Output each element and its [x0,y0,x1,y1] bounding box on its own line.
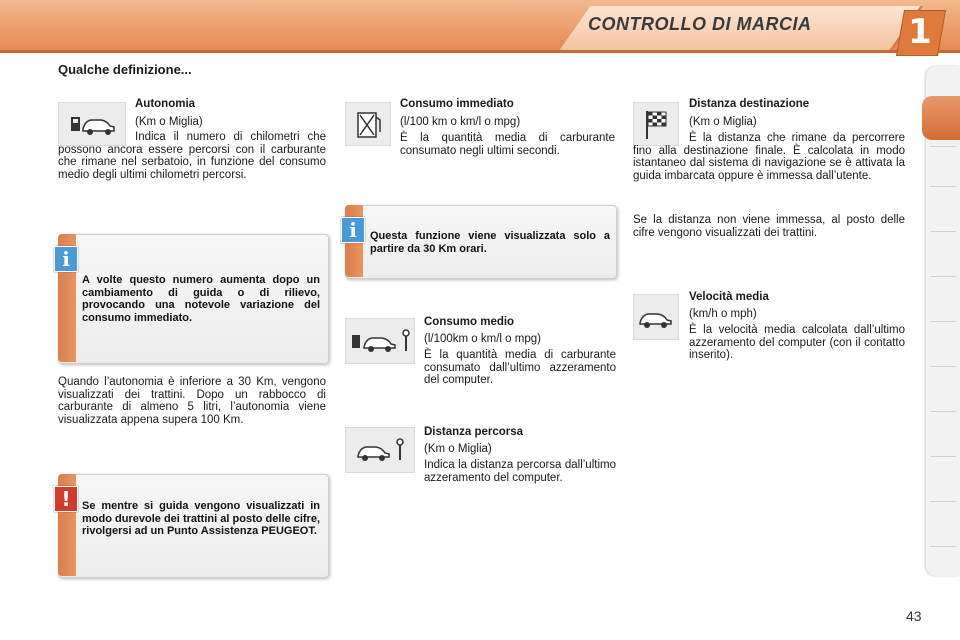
consumo-medio-unit: (l/100km o km/l o mpg) [424,333,541,345]
distanza-percorsa-title: Distanza percorsa [424,426,524,438]
car-distance-icon [345,427,415,473]
autonomia-title: Autonomia [135,98,196,110]
info-icon: i [341,217,365,243]
page-title: CONTROLLO DI MARCIA [588,14,812,34]
note-30kmh-text: Questa funzione viene visualizzata solo a partire da 30 Km orari. [370,230,610,255]
velocita-media-unit: (km/h o mph) [689,308,757,320]
distanza-percorsa-text: Indica la distanza percorsa dall’ultimo azzeramento del computer. [424,459,616,484]
note-autonomia-text: A volte questo numero aumenta dopo un cambiamento di guida o di rilievo, provocando una notevole variazione del consumo immediato. [82,274,320,324]
consumo-medio-title: Consumo medio [424,316,515,328]
info-icon: i [54,246,78,272]
fuel-pump-icon [345,102,391,146]
distanza-percorsa-unit: (Km o Miglia) [424,443,492,455]
header-line [0,50,960,53]
distanza-destinazione-title: Distanza destinazione [689,98,810,110]
consumo-immediato-text: È la quantità media di carburante consumato negli ultimi secondi. [400,132,615,157]
chapter-tabs [926,66,960,576]
distanza-destinazione-text: È la distanza che rimane da percorrere fino alla destinazione finale. È calcolata in modo istantaneo dal sistema di navigazione se è attivata la guida imbarcata oppure è immessa dall’utente. [633,132,905,182]
distanza-destinazione-text2: Se la distanza non viene immessa, al posto delle cifre vengono visualizzati dei trattini. [633,214,905,239]
warning-icon: ! [54,486,78,512]
page-number: 43 [906,608,922,624]
active-chapter-tab [922,96,960,140]
autonomia-unit: (Km o Miglia) [135,116,203,128]
velocita-media-title: Velocità media [689,291,769,303]
consumo-medio-text: È la quantità media di carburante consumato dall’ultimo azzeramento del computer. [424,349,616,386]
car-icon [633,294,679,340]
autonomia-text: Indica il numero di chilometri che possono ancora essere percorsi con il carburante che rimane nel serbatoio, in funzione del consumo medio degli ultimi chilometri percorsi. [58,131,326,181]
chapter-number: 1 [908,12,932,52]
warning-text: Se mentre si guida vengono visualizzati in modo durevole dei trattini al posto delle cifre, rivolgersi ad un Punto Assistenza PEUGEOT. [82,500,320,537]
section-title: Qualche definizione... [58,62,192,77]
consumo-immediato-title: Consumo immediato [400,98,514,110]
consumo-immediato-unit: (l/100 km o km/l o mpg) [400,116,521,128]
velocita-media-text: È la velocità media calcolata dall’ultimo azzeramento del computer (con il contatto inserito). [689,324,905,361]
car-range-icon [345,318,415,364]
distanza-destinazione-unit: (Km o Miglia) [689,116,757,128]
autonomia-extra-text: Quando l’autonomia è inferiore a 30 Km, vengono visualizzati dei trattini. Dopo un rabbocco di carburante di almeno 5 litri, l’autonomia viene visualizzata appena supera 100 Km. [58,376,326,426]
